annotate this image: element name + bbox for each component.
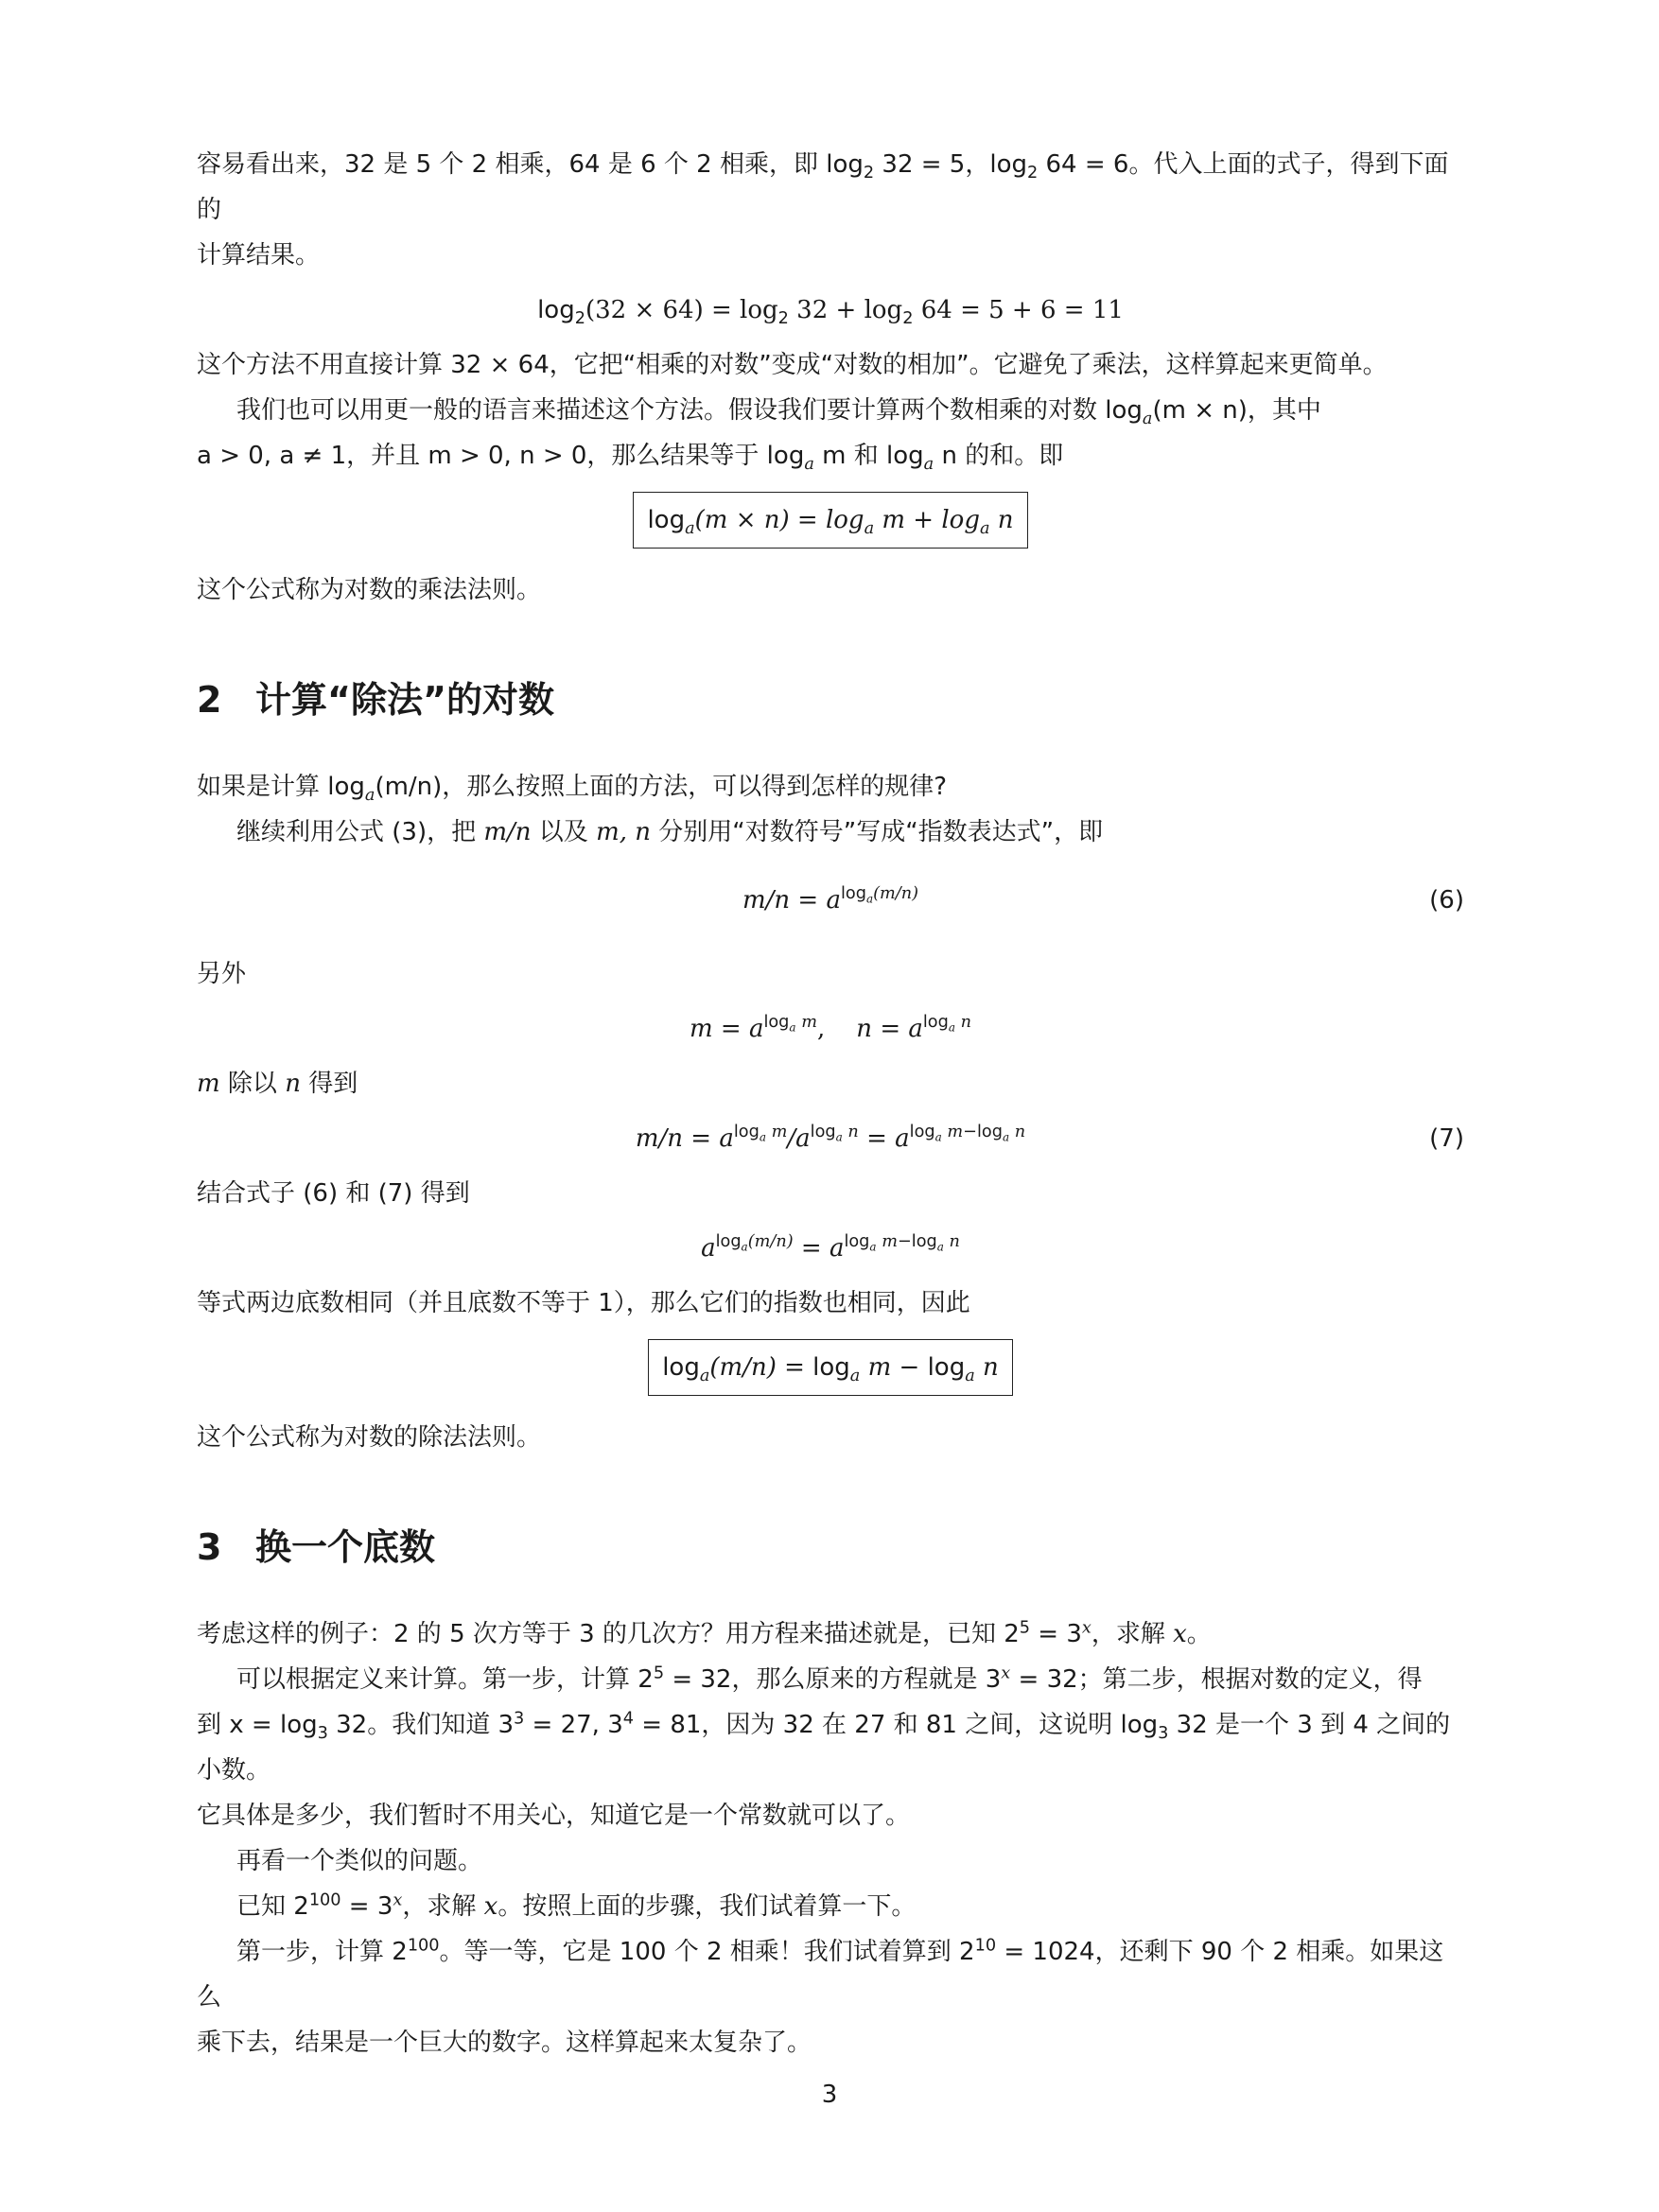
paragraph: 这个方法不用直接计算 32 × 64，它把“相乘的对数”变成“对数的相加”。它避免了乘法，这样算起来更简单。 (197, 351, 1388, 379)
equation: $a^{log_a(m/n)} = a^{log_a m-log_a n}$ (701, 1232, 960, 1263)
boxed-formula: $\log_a(m \times n) = \log_a m + \log_a n$ (197, 492, 1464, 549)
page-number: 3 (821, 2081, 838, 2109)
paragraph: 再看一个类似的问题。 (236, 1847, 483, 1875)
paragraph: 考虑这样的例子：2 的 5 次方等于 3 的几次方？用方程来描述就是，已知 $2^5 = 3^x$，求解 x。 (197, 1618, 1212, 1648)
paragraph: 第一步，计算 $2^{100}$。等一等，它是 100 个 2 相乘！我们试着算到 $2^{10} = 1024$，还剩下 90 个 2 相乘。如果这么 (197, 1936, 1444, 2012)
section-heading: 3 换一个底数 (197, 1526, 436, 1568)
paragraph: 它具体是多少，我们暂时不用关心，知道它是一个常数就可以了。 (197, 1802, 911, 1830)
equation: $m = a^{log_a m}$, $n = a^{log_a n}$ (689, 1013, 972, 1043)
equation: $\log_2(32 \times 64) = \log_2 32 + \log_2 64 = 5 + 6 = 11$ (537, 296, 1124, 329)
document-page (197, 142, 1464, 2065)
paragraph: 到 $x = \log_3 32$。我们知道 $3^3 = 27$, $3^4 = 81$，因为 32 在 27 和 81 之间，这说明 $\log_3 32$ 是一个 3 到 4 之间的小数。 (197, 1709, 1451, 1785)
section-heading: 2 计算“除法”的对数 (197, 679, 554, 721)
paragraph: 容易看出来，32 是 5 个 2 相乘，64 是 6 个 2 相乘，即 $\log_2 32 = 5$，$\log_2 64 = 6$。代入上面的式子，得到下面的 (197, 150, 1449, 224)
paragraph: 等式两边底数相同（并且底数不等于 1），那么它们的指数也相同，因此 (197, 1289, 970, 1317)
paragraph: 继续利用公式 (3)，把 m/n 以及 m, n 分别用“对数符号”写成“指数表达式”，即 (236, 818, 1104, 846)
paragraph: 已知 $2^{100} = 3^x$，求解 x。按照上面的步骤，我们试着算一下。 (236, 1890, 917, 1921)
paragraph: 乘下去，结果是一个巨大的数字。这样算起来太复杂了。 (197, 2029, 812, 2057)
paragraph: 结合式子 (6) 和 (7) 得到 (197, 1179, 470, 1208)
paragraph: 这个公式称为对数的除法法则。 (197, 1423, 542, 1452)
equation-7: $m/n = a^{log_a m}/a^{log_a n} = a^{log_a m-log_a n}$ (7) (635, 1123, 1464, 1153)
paragraph: 另外 (197, 960, 247, 988)
paragraph: m 除以 n 得到 (197, 1070, 358, 1098)
paragraph: 我们也可以用更一般的语言来描述这个方法。假设我们要计算两个数相乘的对数 $\log_a(m \times n)$，其中 (236, 396, 1321, 429)
paragraph: 如果是计算 $\log_a(m/n)$，那么按照上面的方法，可以得到怎样的规律? (197, 773, 948, 806)
paragraph: 这个公式称为对数的乘法法则。 (197, 576, 542, 604)
paragraph: 计算结果。 (197, 241, 321, 270)
paragraph: 可以根据定义来计算。第一步，计算 $2^5 = 32$，那么原来的方程就是 $3^x = 32$；第二步，根据对数的定义，得 (236, 1663, 1423, 1694)
equation-6: $m/n = a^{log_a(m/n)}$ (6) (742, 884, 1464, 914)
boxed-formula: $\log_a(m/n) = \log_a m - \log_a n$ (197, 1339, 1464, 1396)
paragraph: a > 0, a ≠ 1，并且 m > 0, n > 0，那么结果等于 $\log_a m$ 和 $\log_a n$ 的和。即 (197, 442, 1064, 475)
